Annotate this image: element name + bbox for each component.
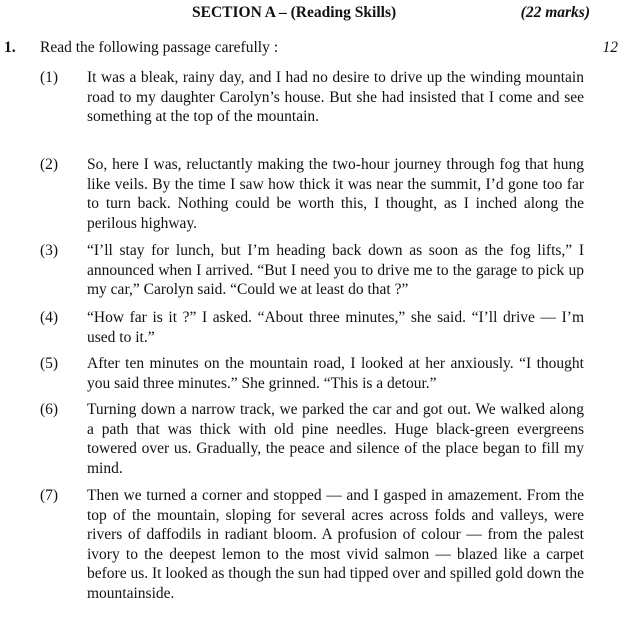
paragraph-text: Turning down a narrow track, we parked the car and got out. We walked along a path that was thick with old pine needles. Huge black-green evergreens towered over us. Gradually, the peace and silence of the place began to fill my mind. bbox=[87, 401, 584, 477]
paragraph-text: “How far is it ?” I asked. “About three minutes,” she said. “I’ll drive — I’m used to it.” bbox=[87, 309, 584, 346]
paragraph-number: (1) bbox=[40, 69, 59, 86]
paragraph-text: So, here I was, reluctantly making the two-hour journey through fog that hung like veils. By the time I saw how thick it was near the summit, I’d gone too far to turn back. Nothing could be worth this, I thought, as I inched along the perilous highway. bbox=[87, 156, 584, 232]
paragraph-text: “I’ll stay for lunch, but I’m heading back down as soon as the fog lifts,” I announced when I arrived. “But I need you to drive me to the garage to pick up my car,” Carolyn said. “Could we at least do that ?” bbox=[87, 242, 584, 299]
paragraph-number: (6) bbox=[40, 401, 59, 418]
question-number: 1. bbox=[4, 39, 16, 56]
paragraph-text: It was a bleak, rainy day, and I had no desire to drive up the winding mountain road to my daughter Carolyn’s house. But she had insisted that I come and see something at the top of the mountain. bbox=[87, 69, 584, 126]
section-marks: (22 marks) bbox=[520, 4, 590, 21]
paragraph-number: (2) bbox=[40, 156, 59, 173]
paragraph-text: After ten minutes on the mountain road, I looked at her anxiously. “I thought you said three minutes.” She grinned. “This is a detour.” bbox=[87, 355, 584, 392]
paragraph-number: (7) bbox=[40, 487, 59, 504]
paragraph-number: (3) bbox=[40, 242, 59, 259]
paragraph-number: (5) bbox=[40, 355, 59, 372]
section-header bbox=[0, 4, 624, 24]
question-marks: 12 bbox=[602, 39, 618, 56]
question-row bbox=[0, 39, 624, 59]
paragraph-number: (4) bbox=[40, 309, 59, 326]
section-title: SECTION A – (Reading Skills) bbox=[192, 4, 397, 21]
paragraph-text: Then we turned a corner and stopped — and I gasped in amazement. From the top of the mountain, sloping for several acres across folds and valleys, were rivers of daffodils in radiant bloom. A profusion of colour — from the palest ivory to the deepest lemon to the most vivid salmon — blazed like a carpet before us. It looked as though the sun had tipped over and spilled gold down the mountainside. bbox=[87, 487, 584, 602]
question-instruction: Read the following passage carefully : bbox=[40, 39, 279, 56]
